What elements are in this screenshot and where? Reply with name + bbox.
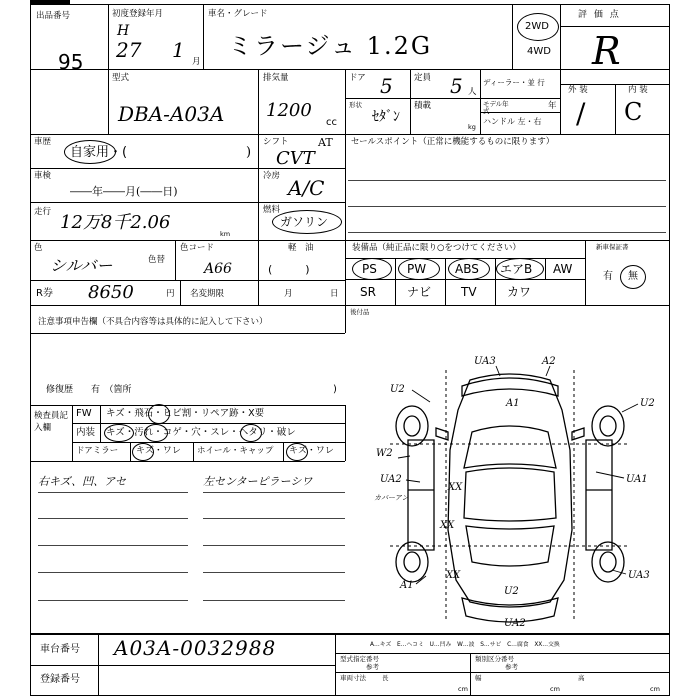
exterior-label: 外 装 [568, 85, 588, 95]
interior-score: C [624, 98, 643, 126]
wheel-rear-left [396, 542, 428, 582]
check-circle-1 [148, 404, 170, 424]
body-value: ｾﾀﾞﾝ [372, 109, 400, 125]
mark-xx-1: XX [448, 482, 463, 493]
mileage-value: 12万8千2.06 [60, 212, 171, 233]
first-reg-label: 初度登録年月 [112, 9, 164, 19]
wheel-rear-right [592, 542, 624, 582]
interior-label: 内 装 [628, 85, 648, 95]
equip-ps: PS [362, 262, 377, 276]
equip-abs-circle [448, 258, 490, 280]
check-row-1-text: キズ・飛石・ヒビ割・リペア跡・X要 [106, 408, 265, 419]
selling-points-label: セールスポイント（正常に機能するものに限ります） [351, 137, 555, 147]
load-unit: kg [468, 123, 476, 131]
recorder-yes: 有 [603, 271, 613, 282]
equip-sr: SR [360, 285, 376, 299]
footer-cm-2: cm [550, 685, 560, 693]
repaint-label: 色替 [148, 255, 166, 265]
footer-dims: 車両寸法 [340, 674, 366, 682]
lot-no-value: 95 [58, 50, 84, 74]
displacement-unit: cc [326, 117, 337, 128]
chassis-label: 車台番号 [40, 644, 80, 655]
mark-cover-left: カバーアン [374, 494, 409, 502]
model-label: 型式 [112, 73, 130, 83]
history-label: 車歴 [34, 137, 52, 147]
footer-class-no: 類別区分番号 [475, 655, 514, 663]
score-value: R [592, 29, 621, 73]
mark-ua1-right: UA1 [626, 474, 648, 485]
equip-abs: ABS [455, 262, 479, 276]
inspection-value: ――年――月(――日) [70, 185, 178, 198]
diesel-label: 軽 油 [288, 243, 314, 253]
inspector-note-left: 右キズ、凹、アセ [38, 475, 126, 488]
recorder-no: 無 [628, 271, 638, 282]
car-front-bumper [462, 378, 558, 396]
drive-4wd: 4WD [527, 46, 551, 57]
repair-label: 修復歴 有 （箇所 [46, 385, 132, 395]
mark-ua3-top: UA3 [474, 356, 496, 367]
footer-width: 幅 [475, 674, 482, 682]
equip-pw-circle [398, 258, 440, 280]
year-unit: 年 [548, 101, 557, 111]
check-row-3-c: ホイール・キャップ [197, 446, 274, 456]
equip-airbag: エアB [500, 262, 533, 276]
ac-label: 冷房 [263, 171, 281, 181]
lot-no-label: 出品番号 [36, 11, 71, 21]
equip-ps-circle [352, 258, 392, 280]
mark-w2-left: W2 [376, 448, 393, 459]
displacement-value: 1200 [266, 100, 312, 121]
check-circle-3 [144, 424, 168, 442]
mileage-label: 走行 [34, 207, 52, 217]
equip-aw: AW [553, 262, 573, 276]
fuel-circle [272, 210, 342, 234]
displacement-label: 排気量 [263, 73, 289, 83]
inspector-label: 検査員記入欄 [34, 411, 69, 433]
model-value: DBA-A03A [118, 102, 225, 126]
check-row-2-head: 内装 [76, 427, 96, 438]
equip-navi: ナビ [407, 285, 432, 299]
first-reg-year: 27 [116, 38, 142, 62]
footer-cm-3: cm [650, 685, 660, 693]
mark-a1-bottomleft: A1 [400, 580, 414, 591]
mark-ua2-bottom: UA2 [504, 618, 526, 629]
ac-value: A/C [288, 176, 325, 200]
aftermarket-label: 後付品 [350, 308, 370, 316]
fuel-label: 燃料 [263, 205, 281, 215]
load-label: 積載 [414, 101, 432, 111]
exterior-score: / [576, 97, 586, 130]
title-expiry-label: 名変期限 [190, 289, 225, 299]
footer-ref-1: 参考 [366, 663, 379, 671]
drive-2wd: 2WD [525, 21, 549, 32]
color-code-label: 色コード [180, 243, 215, 253]
inspection-label: 車検 [34, 171, 52, 181]
mark-xx-3: XX [446, 570, 461, 581]
history-close: ) [246, 145, 252, 160]
capacity-value: 5 [450, 74, 463, 98]
equip-tv: TV [461, 285, 477, 299]
shift-value: CVT [276, 148, 315, 169]
car-right-side [586, 440, 612, 550]
recorder-no-circle [620, 265, 646, 289]
equip-airbag-circle [496, 258, 544, 280]
car-roof [464, 468, 556, 521]
history-value: 自家用・( [70, 145, 128, 160]
yen-unit: 円 [166, 289, 175, 299]
equip-leather: カワ [507, 285, 532, 299]
car-grade-label: 車名・グレード [208, 9, 268, 19]
damage-legend: A…キズ E…ヘコミ U…凹み W…波 S…サビ C…腐食 XX…交換 [370, 642, 560, 648]
check-row-2-text: キズ・汚れ・コゲ・穴・スレ・ヘタリ・破レ [106, 427, 296, 438]
color-value: シルバー [50, 256, 113, 275]
car-left-side [408, 440, 434, 550]
fuel-value: ガソリン [280, 215, 329, 229]
month-unit: 月 [192, 57, 201, 67]
first-reg-era: H [117, 23, 130, 39]
footer-ref-2: 参考 [505, 663, 518, 671]
mark-xx-2: XX [440, 520, 455, 531]
footer-cm-1: cm [458, 685, 468, 693]
first-reg-month: 1 [172, 38, 185, 62]
footer-type-no: 型式指定番号 [340, 655, 379, 663]
repair-close: ) [333, 384, 337, 395]
check-row-3-d: キズ・ワレ [289, 446, 334, 456]
car-grade-value: ミラージュ 1.2G [228, 32, 433, 60]
model-year-label: モデル年式 [483, 100, 509, 115]
title-day: 日 [330, 289, 339, 299]
mark-ua3-right: UA3 [628, 570, 650, 581]
drive-2wd-circle [517, 13, 559, 41]
check-row-3-a: ドアミラー [76, 446, 119, 456]
body-label: 形状 [349, 101, 362, 109]
car-diagram [350, 340, 670, 630]
note-label: 注意事項申告欄（不具合内容等は具体的に記入して下さい） [38, 317, 268, 327]
mark-a2-top: A2 [542, 356, 556, 367]
check-circle-4 [240, 424, 262, 442]
color-label: 色 [34, 243, 43, 253]
mark-a1-hood: A1 [506, 398, 520, 409]
equipment-label: 装備品（純正品に限り○をつけてください） [352, 243, 521, 253]
chassis-value: A03A-0032988 [114, 636, 277, 660]
footer-height: 高 [578, 674, 585, 682]
title-month: 月 [284, 289, 293, 299]
handle-label: ハンドル 左・右 [483, 117, 542, 126]
footer-length: 長 [382, 674, 389, 682]
check-row-1-head: FW [76, 408, 92, 419]
dealer-label: ディーラー・並 行 [483, 78, 545, 87]
shift-label: シフト [263, 137, 289, 147]
reg-label: 登録番号 [40, 674, 80, 685]
check-circle-2 [104, 424, 134, 442]
r-ticket-value: 8650 [88, 282, 134, 303]
r-ticket-label: R券 [36, 288, 53, 299]
inspector-note-right: 左センターピラーシワ [203, 475, 313, 488]
mark-u2-rear: U2 [504, 586, 519, 597]
door-value: 5 [380, 74, 393, 98]
mark-u2-topleft: U2 [390, 384, 405, 395]
equip-pw: PW [407, 262, 427, 276]
door-label: ドア [349, 73, 366, 83]
mark-ua2-left: UA2 [380, 474, 402, 485]
mark-u2-topright: U2 [640, 398, 655, 409]
fuel-paren: ( ) [268, 263, 310, 276]
check-circle-6 [286, 443, 308, 461]
km-unit: km [220, 230, 231, 238]
capacity-unit: 人 [468, 87, 477, 97]
recorder-label: 新車保証書 [596, 243, 629, 251]
check-circle-5 [132, 443, 154, 461]
car-windshield [464, 426, 556, 468]
shift-at: AT [318, 136, 333, 149]
score-label: 評 価 点 [578, 10, 621, 20]
capacity-label: 定員 [414, 73, 432, 83]
color-code-value: A66 [204, 261, 232, 277]
history-circle [64, 140, 116, 164]
check-row-3-b: キズ・ワレ [136, 446, 181, 456]
